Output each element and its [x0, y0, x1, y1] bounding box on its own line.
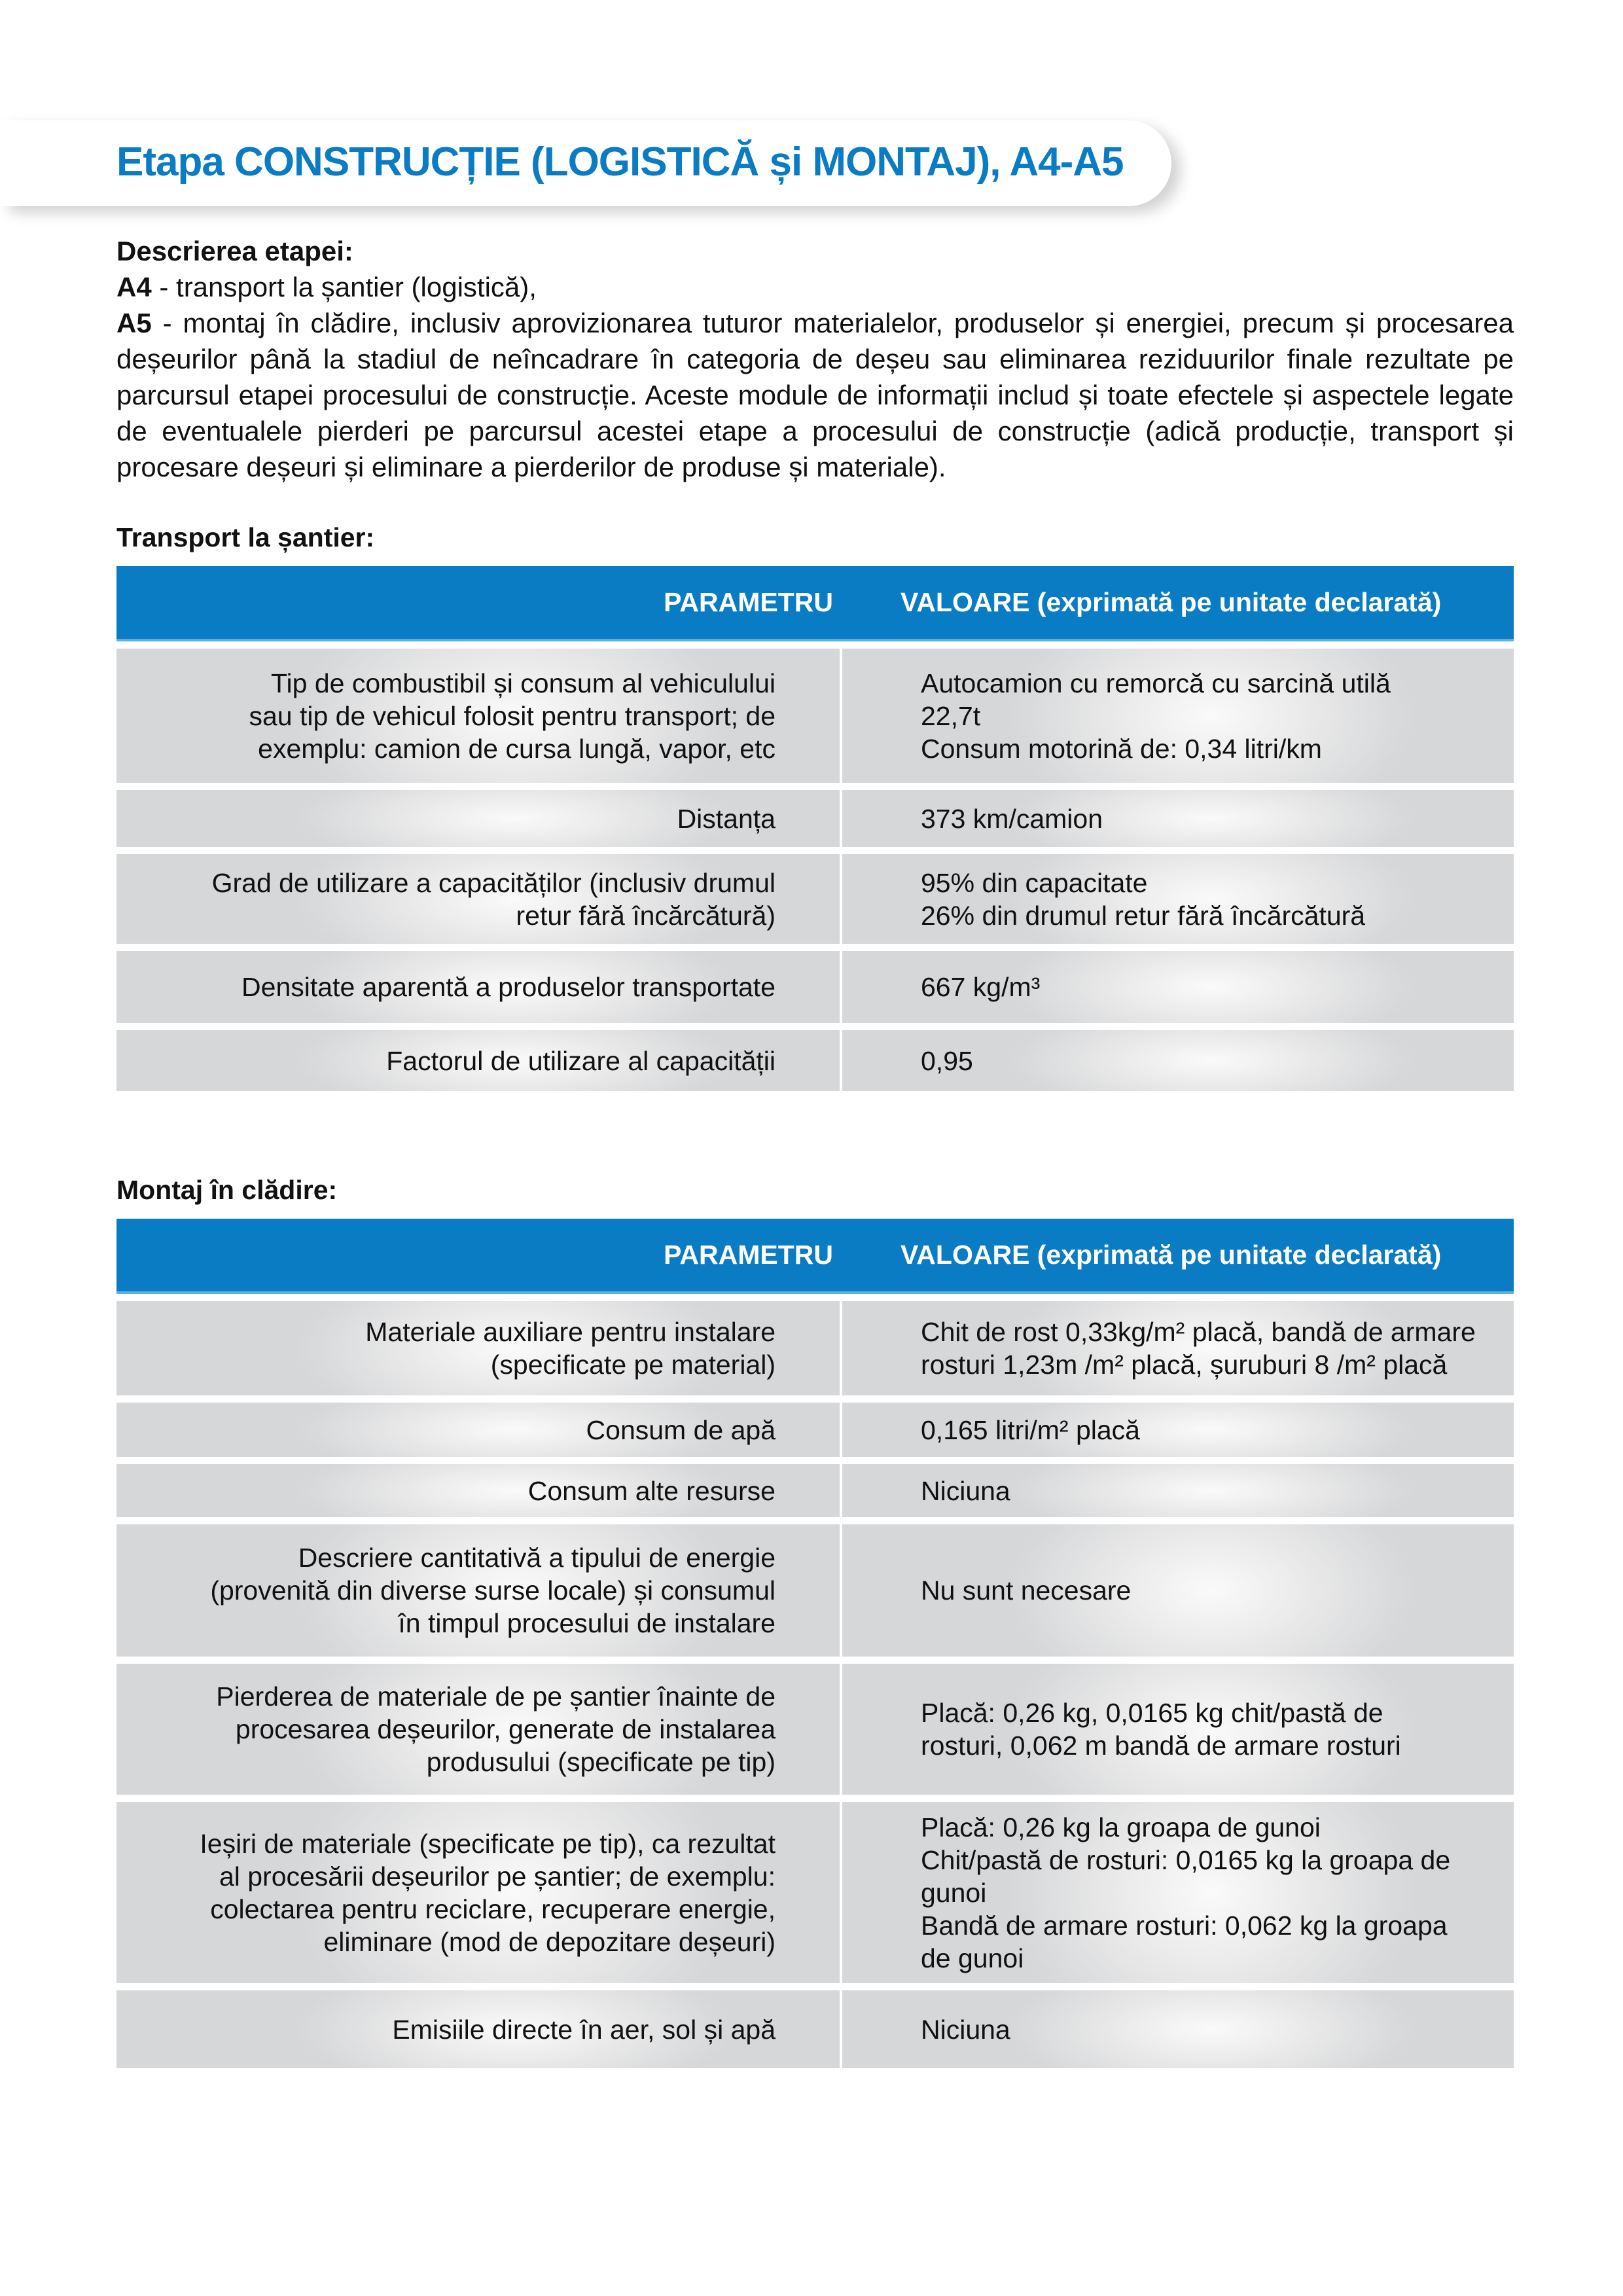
parameter-text: Densitate aparentă a produselor transportate: [241, 972, 776, 1002]
value-text: Consum motorină de: 0,34 litri/km: [921, 733, 1322, 764]
montaj-section-label: Montaj în clădire:: [116, 1175, 338, 1205]
parameter-text: Ieșiri de materiale (specificate pe tip), ca rezultat: [200, 1828, 776, 1859]
a5-code: A5: [116, 308, 152, 338]
value-cell: [842, 1664, 1514, 1795]
value-text: Placă: 0,26 kg la groapa de gunoi: [921, 1812, 1321, 1842]
value-text: 0,95: [921, 1045, 973, 1076]
value-cell: [842, 1301, 1514, 1395]
parameter-cell: [116, 1030, 840, 1091]
table-row: [116, 1030, 1514, 1091]
value-cell: [842, 854, 1514, 944]
value-cell: [842, 1802, 1514, 1983]
value-text: Placă: 0,26 kg, 0,0165 kg chit/pastă de: [921, 1698, 1383, 1728]
parameter-text: Descriere cantitativă a tipului de energie: [298, 1543, 776, 1573]
table-row: [116, 1990, 1514, 2068]
parameter-text: al procesării deșeurilor pe șantier; de exemplu:: [219, 1861, 776, 1892]
value-text: 22,7t: [921, 700, 981, 731]
value-text: rosturi, 0,062 m bandă de armare rosturi: [921, 1731, 1401, 1761]
value-cell: [842, 1464, 1514, 1517]
table-row: [116, 1802, 1514, 1983]
parameter-text: produsului (specificate pe tip): [426, 1747, 776, 1777]
a4-text: - transport la șantier (logistică),: [151, 272, 537, 302]
parameter-text: Materiale auxiliare pentru instalare: [365, 1317, 776, 1347]
parameter-text: exemplu: camion de cursa lungă, vapor, etc: [258, 733, 776, 764]
parameter-cell: [116, 649, 840, 783]
table-row: [116, 1664, 1514, 1795]
description-heading: Descrierea etapei:: [116, 236, 353, 266]
table-row: [116, 1301, 1514, 1395]
parameter-cell: [116, 951, 840, 1023]
parameter-text: în timpul procesului de instalare: [398, 1608, 776, 1638]
table-row: [116, 790, 1514, 847]
parameter-text: sau tip de vehicul folosit pentru transport; de: [249, 700, 776, 731]
parameter-text: (provenită din diverse surse locale) și consumul: [210, 1575, 776, 1605]
parameter-text: Tip de combustibil și consum al vehiculului: [271, 668, 776, 698]
parameter-text: (specificate pe material): [490, 1350, 776, 1380]
parameter-text: Consum de apă: [586, 1414, 776, 1445]
value-cell: [842, 1524, 1514, 1657]
parameter-text: Pierderea de materiale de pe șantier înainte de: [216, 1681, 776, 1712]
table-header: [116, 1219, 1514, 1294]
parameter-text: Emisiile directe în aer, sol și apă: [392, 2014, 776, 2045]
table-row: [116, 951, 1514, 1023]
parameter-text: Consum alte resurse: [527, 1475, 776, 1506]
table-row: [116, 1524, 1514, 1657]
parameter-cell: [116, 854, 840, 944]
value-text: 667 kg/m³: [921, 972, 1041, 1002]
parameter-text: eliminare (mod de depozitare deșeuri): [323, 1926, 776, 1957]
a4-code: A4: [116, 272, 152, 302]
parameter-cell: [116, 1802, 840, 1983]
parameter-cell: [116, 1664, 840, 1795]
parameter-cell: [116, 1403, 840, 1457]
header-valoare: VALOARE (exprimată pe unitate declarată): [901, 587, 1442, 617]
value-text: Chit/pastă de rosturi: 0,0165 kg la groapa de: [921, 1844, 1451, 1875]
value-text: Chit de rost 0,33kg/m² placă, bandă de armare: [921, 1317, 1476, 1347]
value-text: Nu sunt necesare: [921, 1575, 1132, 1605]
transport-section-label: Transport la șantier:: [116, 522, 375, 552]
value-text: rosturi 1,23m /m² placă, șuruburi 8 /m² placă: [921, 1350, 1448, 1380]
table-row: [116, 854, 1514, 944]
value-text: 373 km/camion: [921, 803, 1103, 834]
parameter-text: Factorul de utilizare al capacității: [386, 1045, 776, 1076]
page-title: Etapa CONSTRUCȚIE (LOGISTICĂ și MONTAJ), A4-A5: [116, 139, 1124, 185]
parameter-cell: [116, 790, 840, 847]
parameter-cell: [116, 1301, 840, 1395]
value-text: 26% din drumul retur fără încărcătură: [921, 900, 1366, 931]
a5-text: - montaj în clădire, inclusiv aprovizionarea tuturor materialelor, produselor și energiei, precum și procesarea deșeurilor până la stadiul de neîncadrare în categoria de deșeu sau eliminarea reziduurilor finale rezultate pe parcursul etapei procesului de construcție. Aceste module de informații includ și toate efectele și aspectele legate de eventualele pierderi pe parcursul acestei etape a procesului de construcție (adică producție, transport și procesare deșeuri și eliminare a pierderilor de produse și materiale).: [116, 308, 1514, 482]
value-cell: [842, 649, 1514, 783]
parameter-text: colectarea pentru reciclare, recuperare energie,: [210, 1893, 776, 1924]
value-text: Niciuna: [921, 1475, 1010, 1506]
value-cell: [842, 951, 1514, 1023]
parameter-cell: [116, 1990, 840, 2068]
montaj-table: [116, 1219, 1514, 2068]
value-text: Bandă de armare rosturi: 0,062 kg la groapa: [921, 1910, 1448, 1941]
parameter-text: Grad de utilizare a capacităților (inclusiv drumul: [211, 867, 776, 898]
value-cell: [842, 790, 1514, 847]
parameter-text: procesarea deșeurilor, generate de instalarea: [235, 1714, 776, 1744]
value-text: 95% din capacitate: [921, 867, 1148, 898]
value-cell: [842, 1990, 1514, 2068]
table-row: [116, 1464, 1514, 1517]
stage-description: [116, 233, 1514, 485]
table-header: [116, 566, 1514, 641]
value-text: gunoi: [921, 1877, 987, 1908]
parameter-cell: [116, 1464, 840, 1517]
value-text: Niciuna: [921, 2014, 1010, 2045]
value-cell: [842, 1030, 1514, 1091]
table-row: [116, 649, 1514, 783]
value-text: de gunoi: [921, 1943, 1024, 1973]
value-text: 0,165 litri/m² placă: [921, 1414, 1140, 1445]
value-cell: [842, 1403, 1514, 1457]
header-valoare: VALOARE (exprimată pe unitate declarată): [901, 1240, 1442, 1270]
header-parametru: PARAMETRU: [664, 1240, 833, 1270]
value-text: Autocamion cu remorcă cu sarcină utilă: [921, 668, 1391, 698]
transport-table: [116, 566, 1514, 1091]
table-row: [116, 1403, 1514, 1457]
parameter-cell: [116, 1524, 840, 1657]
parameter-text: Distanța: [677, 803, 776, 834]
header-parametru: PARAMETRU: [664, 587, 833, 617]
parameter-text: retur fără încărcătură): [516, 900, 776, 931]
